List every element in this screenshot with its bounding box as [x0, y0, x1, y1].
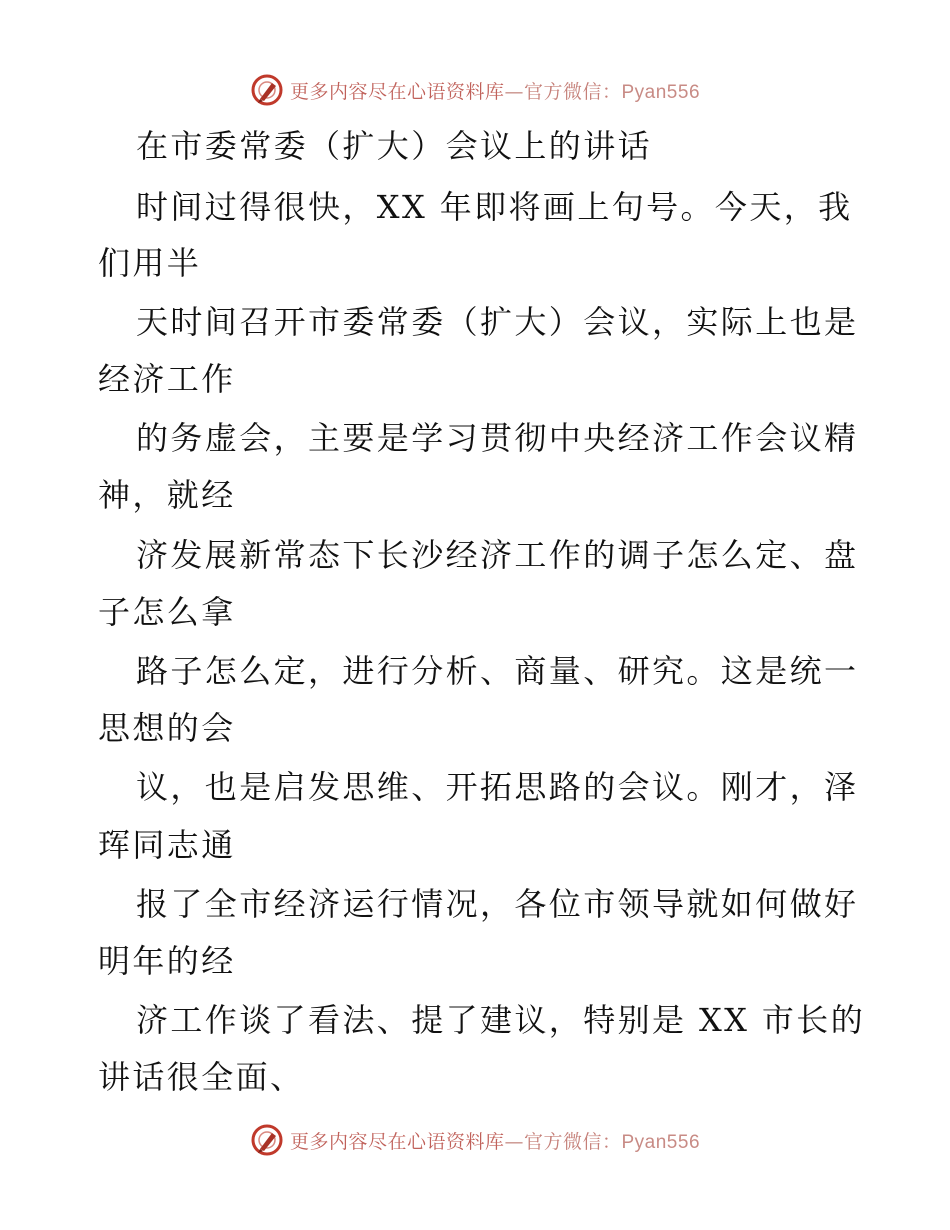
text-line: 议，也是启发思维、开拓思路的会议。刚才，泽	[136, 768, 859, 806]
document-title: 在市委常委（扩大）会议上的讲话	[136, 127, 653, 165]
watermark-label: 官方微信：	[523, 1130, 622, 1153]
pen-circle-logo-icon	[250, 1123, 284, 1157]
text-line: 经济工作	[98, 360, 236, 398]
text-line: 时间过得很快，XX 年即将画上句号。今天，我	[136, 188, 853, 226]
text-line: 讲话很全面、	[98, 1058, 305, 1096]
watermark-text	[290, 1127, 700, 1154]
text-line: 报了全市经济运行情况，各位市领导就如何做好	[136, 885, 859, 923]
text-line: 天时间召开市委常委（扩大）会议，实际上也是	[136, 303, 859, 341]
text-line: 济发展新常态下长沙经济工作的调子怎么定、盘	[136, 536, 859, 574]
text-line: 珲同志通	[98, 826, 236, 864]
text-line: 子怎么拿	[98, 593, 236, 631]
watermark-id: Pyan556	[621, 1131, 701, 1153]
text-line: 思想的会	[98, 709, 236, 747]
watermark-label: 官方微信：	[523, 80, 622, 103]
text-line: 济工作谈了看法、提了建议，特别是 XX 市长的	[136, 1001, 866, 1039]
footer-watermark	[0, 1120, 950, 1160]
watermark-dash: —	[504, 1130, 524, 1153]
text-line: 神，就经	[98, 476, 236, 514]
watermark-id: Pyan556	[621, 81, 701, 103]
text-line: 们用半	[98, 244, 202, 282]
text-line: 的务虚会，主要是学习贯彻中央经济工作会议精	[136, 419, 859, 457]
text-line: 明年的经	[98, 942, 236, 980]
watermark-main-text: 更多内容尽在心语资料库	[289, 1130, 505, 1153]
watermark-dash: —	[504, 80, 524, 103]
text-line: 路子怎么定，进行分析、商量、研究。这是统一	[136, 652, 859, 690]
watermark-main-text: 更多内容尽在心语资料库	[289, 80, 505, 103]
